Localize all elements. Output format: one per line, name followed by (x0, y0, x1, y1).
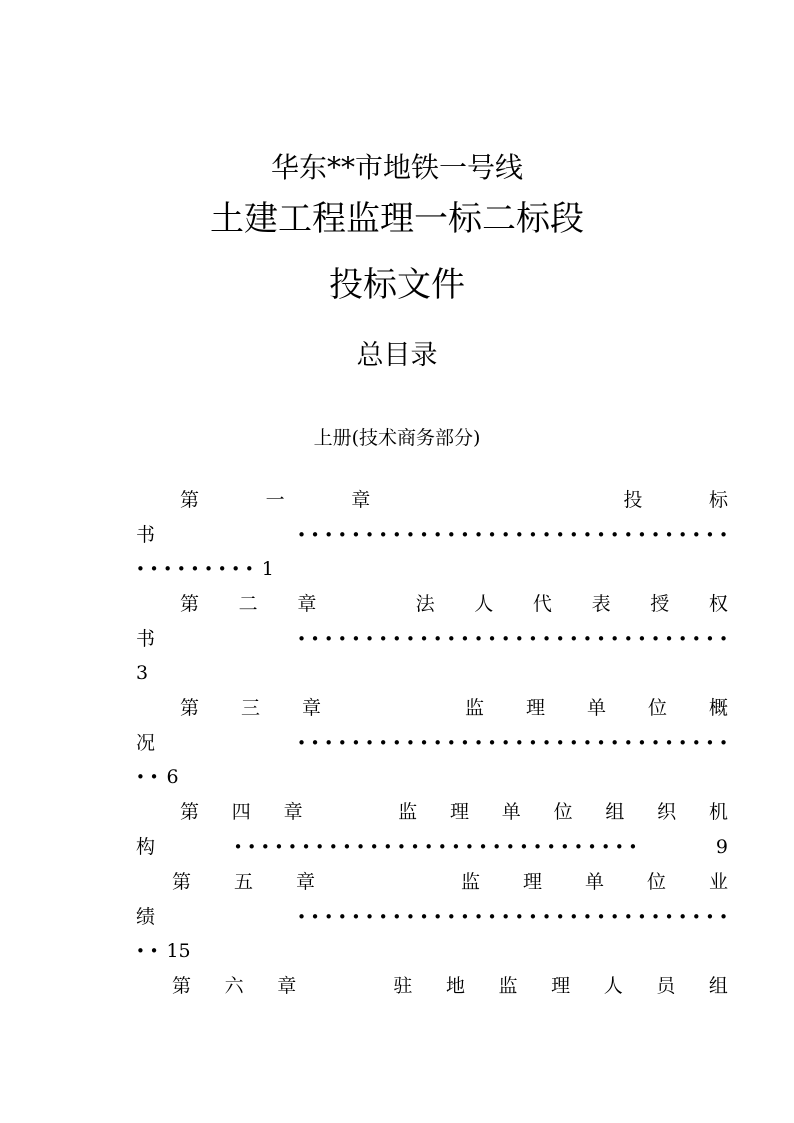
toc-char: 代 (532, 593, 552, 615)
toc-entry-2-leader (136, 624, 728, 654)
toc-char: 理 (551, 975, 571, 997)
toc-entry-5-page-line (136, 936, 191, 966)
toc-entry-1-page: 1 (261, 558, 274, 580)
toc-char: 位 (646, 871, 666, 893)
toc-entry-5-leader (136, 902, 728, 932)
leader-dots: • • • • • • • • • • • • • • • • • • • • • • • • • • • • • • (233, 838, 638, 856)
toc-entry-5-page: 15 (166, 940, 191, 962)
leader-dots: • • • • • • • • • • • • • • • • • • • • • • • • • • • • • • • • (297, 908, 728, 926)
toc-char: 员 (656, 975, 676, 997)
toc-char: 授 (650, 593, 670, 615)
toc-char: 第 (172, 871, 192, 893)
toc-char: 概 (708, 697, 728, 719)
document-type-title: 投标文件 (329, 265, 465, 305)
toc-char: 单 (584, 871, 604, 893)
table-of-contents (136, 485, 728, 1005)
toc-char: 章 (277, 975, 297, 997)
toc-char: 驻 (393, 975, 413, 997)
toc-char: 权 (708, 593, 728, 615)
toc-entry-3-page-line (136, 762, 179, 792)
toc-char: 第 (180, 697, 200, 719)
toc-char: 投 (623, 489, 643, 511)
toc-char: 章 (302, 697, 322, 719)
toc-entry-1-tail: 书 (136, 524, 156, 546)
toc-char: 四 (231, 801, 251, 823)
toc-char: 单 (501, 801, 521, 823)
toc-entry-1-heading[interactable] (180, 485, 728, 515)
toc-char: 一 (265, 489, 285, 511)
toc-char: 第 (180, 801, 200, 823)
project-name: 华东**市地铁一号线 (270, 151, 523, 184)
toc-entry-3-heading[interactable] (180, 693, 728, 723)
toc-char: 监 (398, 801, 418, 823)
toc-char: 人 (603, 975, 623, 997)
toc-char: 章 (296, 871, 316, 893)
toc-char: 织 (657, 801, 677, 823)
toc-char: 位 (647, 697, 667, 719)
leader-dots: • • • • • • • • • • • • • • • • • • • • • • • • • • • • • • • • (297, 526, 728, 544)
volume-label: 上册(技术商务部分) (313, 427, 481, 449)
toc-char: 理 (525, 697, 545, 719)
toc-char: 业 (708, 871, 728, 893)
contract-section-title: 土建工程监理一标二标段 (210, 199, 584, 239)
toc-entry-1-page-line (136, 554, 274, 584)
toc-char: 标 (708, 489, 728, 511)
toc-char: 表 (591, 593, 611, 615)
toc-char: 监 (498, 975, 518, 997)
toc-char: 章 (297, 593, 317, 615)
toc-entry-2-page: 3 (136, 662, 149, 684)
toc-entry-5-tail: 绩 (136, 906, 156, 928)
toc-entry-2-page-line (136, 658, 148, 688)
leader-dots: • • • • • • • • • • • • • • • • • • • • • • • • • • • • • • • • (297, 734, 728, 752)
toc-char: 监 (460, 871, 480, 893)
toc-entry-3-page: 6 (166, 766, 179, 788)
toc-entry-2-tail: 书 (136, 628, 156, 650)
toc-char: 监 (464, 697, 484, 719)
toc-char: 地 (445, 975, 465, 997)
toc-char: 单 (586, 697, 606, 719)
toc-char: 章 (351, 489, 371, 511)
toc-char: 五 (234, 871, 254, 893)
toc-entry-4-tail: 构 (136, 836, 156, 858)
leader-dots: • • (136, 768, 159, 786)
toc-char: 第 (172, 975, 192, 997)
toc-entry-3-leader (136, 728, 728, 758)
toc-char: 章 (283, 801, 303, 823)
toc-char: 机 (708, 801, 728, 823)
toc-char: 法 (415, 593, 435, 615)
toc-entry-4-heading[interactable] (180, 797, 728, 827)
toc-char: 组 (605, 801, 625, 823)
toc-entry-4-page: 9 (715, 836, 728, 858)
leader-dots: • • (136, 942, 159, 960)
toc-char: 第 (180, 593, 200, 615)
toc-char: 第 (180, 489, 200, 511)
toc-char: 三 (241, 697, 261, 719)
toc-char: 六 (224, 975, 244, 997)
toc-char: 人 (474, 593, 494, 615)
toc-entry-2-heading[interactable] (180, 589, 728, 619)
leader-dots: • • • • • • • • • • • • • • • • • • • • • • • • • • • • • • • • (297, 630, 728, 648)
table-of-contents-title: 总目录 (356, 340, 438, 371)
toc-entry-6-heading[interactable] (172, 971, 728, 1001)
leader-dots: • • • • • • • • • (136, 560, 254, 578)
toc-entry-3-tail: 况 (136, 732, 156, 754)
toc-entry-1-leader (136, 520, 728, 550)
toc-char: 理 (522, 871, 542, 893)
toc-char: 理 (449, 801, 469, 823)
toc-char: 二 (238, 593, 258, 615)
toc-char: 位 (553, 801, 573, 823)
toc-entry-4-leader (136, 832, 728, 862)
toc-char: 组 (708, 975, 728, 997)
toc-entry-5-heading[interactable] (172, 867, 728, 897)
